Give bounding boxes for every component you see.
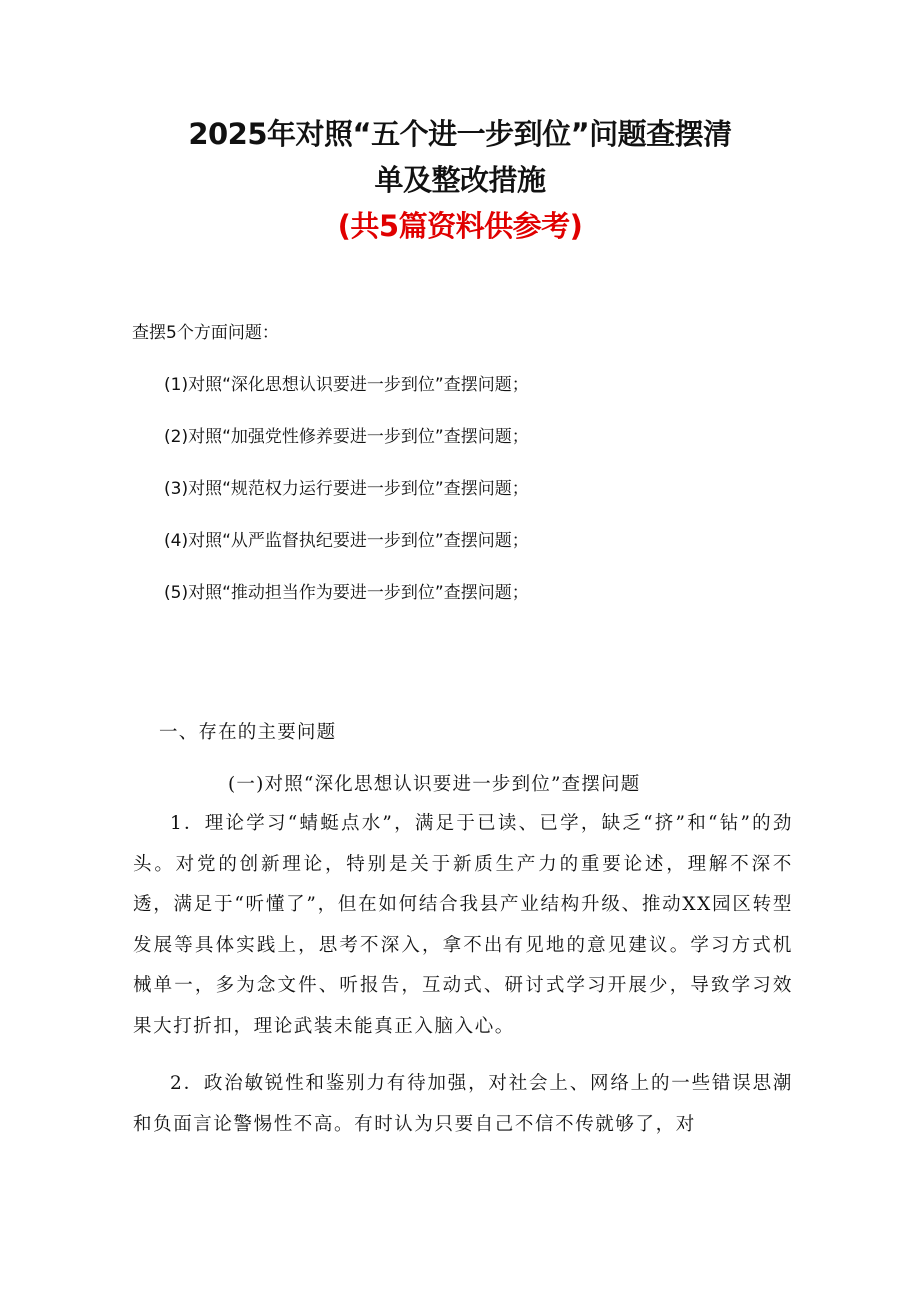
summary-item-3: (3)对照“规范权力运行要进一步到位”查摆问题； bbox=[164, 479, 529, 499]
document-title-line-1: 2025年对照“五个进一步到位”问题查摆清 bbox=[188, 117, 732, 151]
body-paragraph-2: 2．政治敏锐性和鉴别力有待加强，对社会上、网络上的一些错误思潮和负面言论警惕性不高。有时认为只要自己不信不传就够了，对 bbox=[133, 1073, 793, 1135]
document-subtitle: (共5篇资料供参考) bbox=[337, 209, 583, 243]
document-title-line-2: 单及整改措施 bbox=[374, 163, 546, 197]
summary-item-4: (4)对照“从严监督执纪要进一步到位”查摆问题； bbox=[164, 531, 529, 551]
subsection-heading: (一)对照“深化思想认识要进一步到位”查摆问题 bbox=[228, 774, 641, 795]
body-paragraph-1: 1．理论学习“蜻蜓点水”，满足于已读、已学，缺乏“挤”和“钻”的劲头。对党的创新理论，特别是关于新质生产力的重要论述，理解不深不透，满足于“听懂了”，但在如何结合我县产业结构升级、推动XX园区转型发展等具体实践上，思考不深入，拿不出有见地的意见建议。学习方式机械单一，多为念文件、听报告，互动式、研讨式学习开展少，导致学习效果大打折扣，理论武装未能真正入脑入心。 bbox=[133, 813, 793, 1037]
summary-item-2: (2)对照“加强党性修养要进一步到位”查摆问题； bbox=[164, 427, 529, 447]
section-heading: 一、存在的主要问题 bbox=[159, 722, 337, 743]
summary-item-1: (1)对照“深化思想认识要进一步到位”查摆问题； bbox=[164, 375, 529, 395]
summary-item-5: (5)对照“推动担当作为要进一步到位”查摆问题； bbox=[164, 583, 529, 603]
summary-intro: 查摆5个方面问题： bbox=[132, 323, 279, 343]
